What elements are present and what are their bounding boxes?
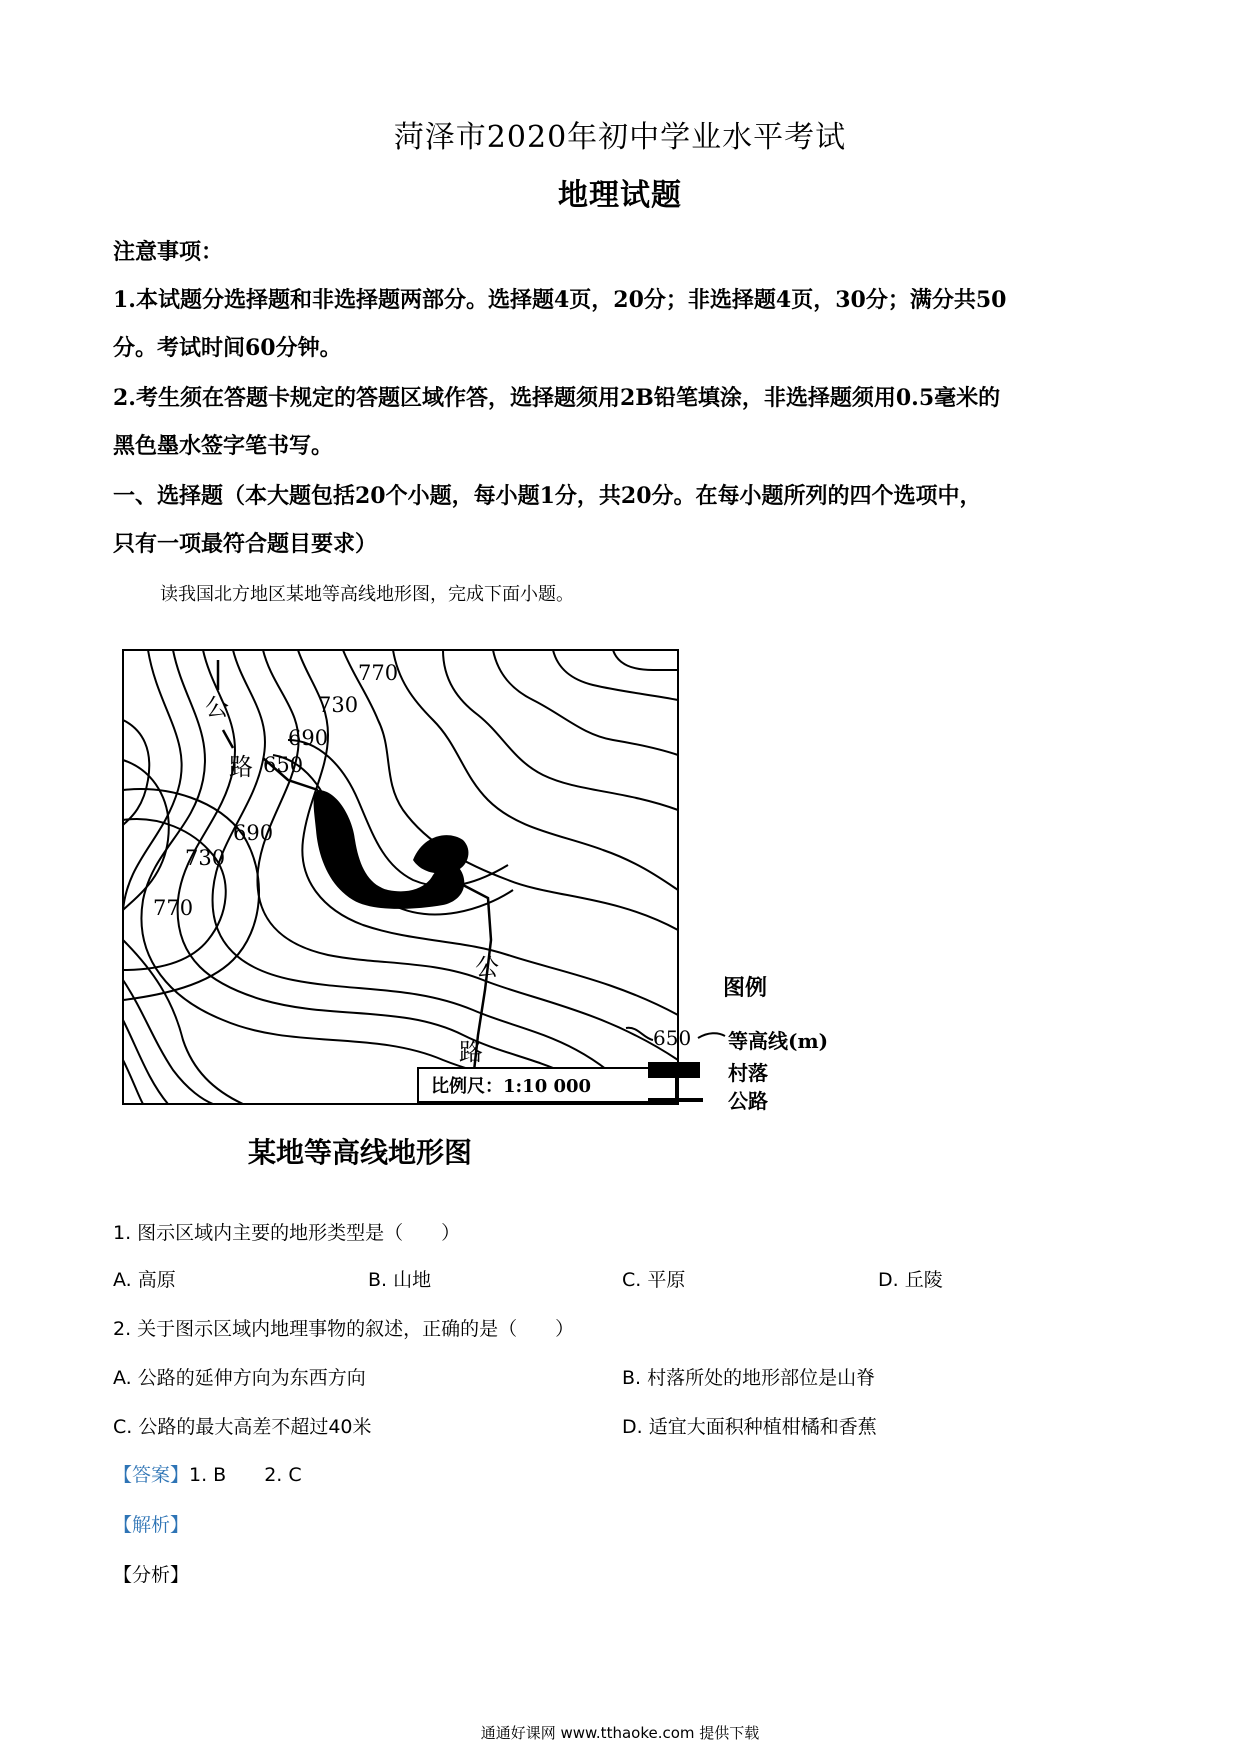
contour-label-690-top: 690 [288,726,329,750]
section-heading-line2: 只有一项最符合题目要求） [113,531,378,557]
question-intro: 读我国北方地区某地等高线地形图，完成下面小题。 [160,584,574,605]
legend-village-label: 村落 [728,1061,768,1085]
q1-option-d: D. 丘陵 [878,1269,943,1291]
contour-line [273,755,513,914]
notice-1-line1: 1.本试题分选择题和非选择题两部分。选择题4页，20分；非选择题4页，30分；满分共50 [113,287,1007,313]
contour-line [123,1020,168,1104]
contour-line [553,650,678,700]
fenxi-tag: 【分析】 [113,1564,190,1586]
q2-option-b: B. 村落所处的地形部位是山脊 [622,1367,876,1389]
contour-line [493,650,678,755]
notice-2-line1: 2.考生须在答题卡规定的答题区域作答，选择题须用2B铅笔填涂，非选择题须用0.5毫米的 [113,385,1001,411]
q1-option-c: C. 平原 [622,1269,686,1291]
contour-line [443,650,678,810]
page-subtitle: 地理试题 [558,178,682,213]
scale-text: 比例尺：1:10 000 [431,1076,592,1097]
q2-option-d: D. 适宜大面积种植柑橘和香蕉 [622,1416,877,1438]
q1-option-a: A. 高原 [113,1269,176,1291]
legend-contour-value: 650 [653,1026,692,1050]
road-char-top-1: 公 [205,693,229,721]
contour-label-690-left: 690 [233,821,274,845]
analysis-tag: 【解析】 [113,1514,190,1536]
notice-1-line2: 分。考试时间60分钟。 [113,335,342,361]
road-char-top-2: 路 [229,753,253,781]
contour-map [113,640,933,1200]
contour-line [613,650,678,670]
q1-option-b: B. 山地 [368,1269,432,1291]
contour-line [123,940,243,1104]
contour-label-730-left: 730 [185,846,226,870]
road-char-bottom-2: 路 [459,1038,483,1066]
contour-label-770-left: 770 [153,896,194,920]
answer-tag: 【答案】 [113,1464,190,1486]
village-shape [413,835,468,873]
q2-option-a: A. 公路的延伸方向为东西方向 [113,1367,366,1389]
contour-label-730-top: 730 [318,693,359,717]
answer-line [113,1460,302,1487]
question-2-stem: 2. 关于图示区域内地理事物的叙述，正确的是（ ） [113,1318,575,1340]
q2-option-c: C. 公路的最大高差不超过40米 [113,1416,372,1438]
legend-contour-line-right [698,1033,725,1038]
notice-heading: 注意事项： [113,239,224,265]
legend-contour-label: 等高线(m) [728,1029,829,1053]
notice-2-line2: 黑色墨水签字笔书写。 [113,433,334,459]
legend-road-label: 公路 [728,1089,768,1113]
page-title: 菏泽市2020年初中学业水平考试 [393,120,847,155]
legend-title: 图例 [723,975,768,1001]
answer-values: 1. B 2. C [189,1464,302,1486]
page-footer: 通通好课网 www.tthaoke.com 提供下载 [480,1724,760,1742]
contour-label-650: 650 [263,753,304,777]
contour-line [123,760,169,910]
contour-map-figure [113,640,933,1200]
road-char-bottom-1: 公 [475,953,499,981]
map-caption: 某地等高线地形图 [248,1136,473,1169]
section-heading-line1: 一、选择题（本大题包括20个小题，每小题1分，共20分。在每小题所列的四个选项中， [113,483,982,509]
question-1-stem: 1. 图示区域内主要的地形类型是（ ） [113,1222,461,1244]
contour-label-770-top: 770 [358,661,399,685]
contour-line [213,650,643,1104]
contour-line [123,1060,143,1104]
legend-village-swatch [648,1062,700,1078]
